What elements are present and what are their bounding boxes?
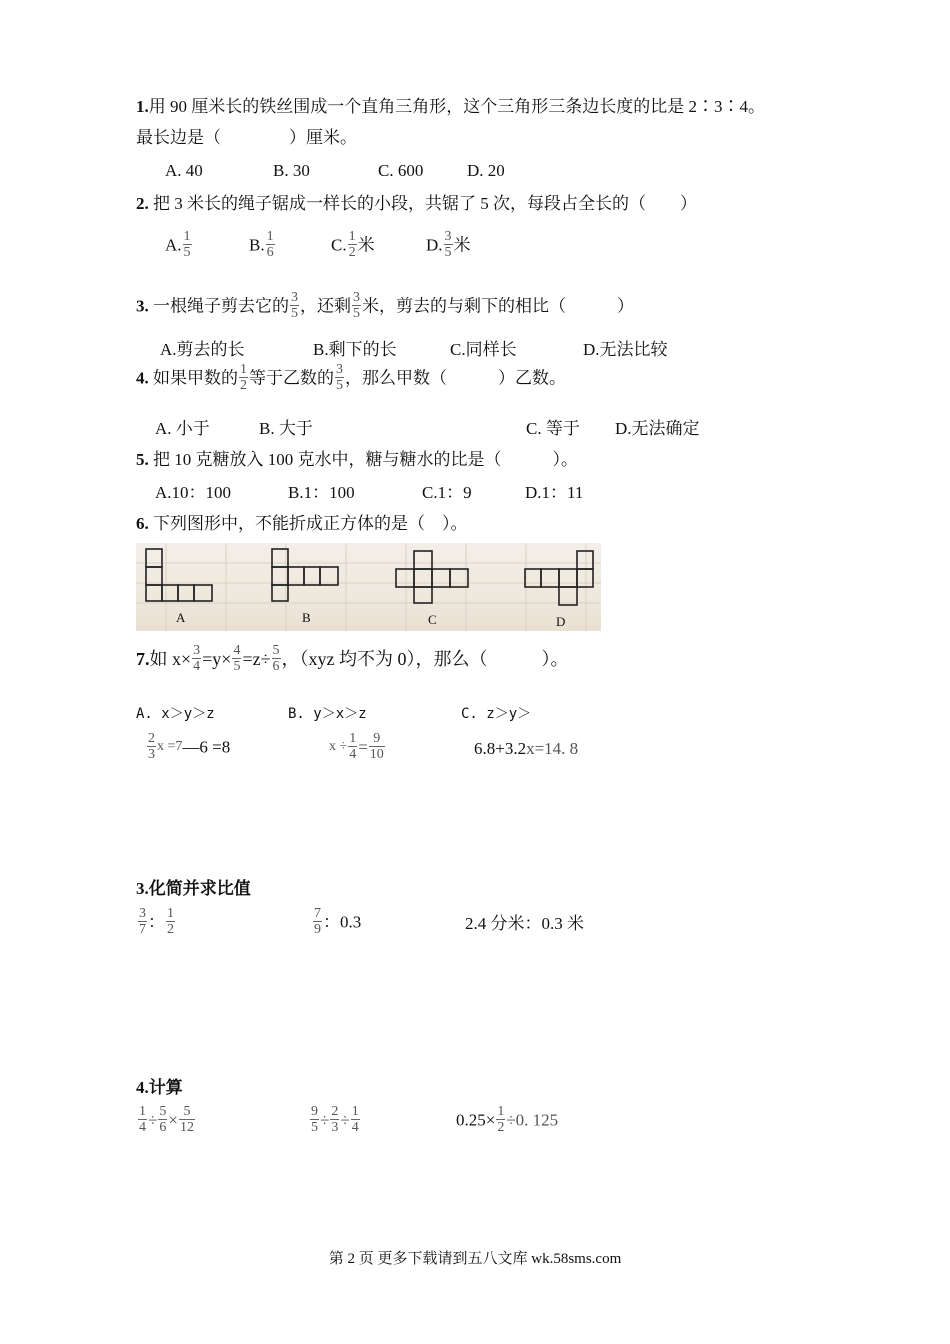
fraction-part: 5 <box>179 1104 195 1120</box>
equation-1: $\frac{2}{3}$ x =7—6 =8 <box>148 731 231 763</box>
q4-option-b: B. 大于 <box>259 419 313 438</box>
fraction-part: 5 <box>272 643 280 658</box>
q5-option-c: C.1：9 <box>422 483 472 502</box>
fraction <box>330 1104 339 1136</box>
fraction <box>444 229 453 261</box>
fraction <box>158 1104 167 1136</box>
fraction <box>348 731 357 763</box>
fraction-part: 3 <box>331 1120 339 1136</box>
ratio-2: $\frac{7}{9}$ ：0.3 <box>314 906 362 938</box>
net-label-c: C <box>428 612 437 627</box>
q4-option-c: C. 等于 <box>526 419 580 438</box>
fraction-part: 1 <box>266 229 274 244</box>
q3-stem: 3. 一根绳子剪去它的 $\frac{3}{5}$ ，还剩 $\frac{3}{5}$ 米，剪去的与剩下的相比（ ） <box>136 290 634 322</box>
net-b <box>272 549 338 601</box>
q2-option-a: A. $\frac{1}{5}$ <box>165 229 191 261</box>
page-footer: 第 2 页 更多下载请到五八文库 wk.58sms.com <box>328 1251 622 1267</box>
fraction-part: 3 <box>139 906 146 921</box>
fraction <box>351 1104 360 1136</box>
section-3-title: 3.化简并求比值 <box>136 879 251 898</box>
fraction-part: 3 <box>291 290 298 305</box>
q3-option-d: D.无法比较 <box>583 340 668 359</box>
fraction <box>179 1104 195 1136</box>
fraction-part: 5 <box>233 659 241 675</box>
fraction <box>138 906 147 938</box>
net-a <box>146 549 212 601</box>
fraction-part: 2 <box>348 245 356 261</box>
fraction <box>335 362 344 394</box>
q1-option-a: A. 40 <box>165 161 203 180</box>
q1-number: 1. <box>136 97 149 116</box>
equation-2: x ÷ $\frac{1}{4}$ = $\frac{9}{10}$ <box>329 731 384 763</box>
q5-option-a: A.10：100 <box>155 483 232 502</box>
fraction-part: 3 <box>148 747 155 763</box>
q2-option-d: D. $\frac{3}{5}$ 米 <box>426 229 471 261</box>
fraction-part: 2 <box>497 1120 505 1136</box>
cube-nets-figure <box>136 543 601 631</box>
fraction-part: 5 <box>353 306 360 322</box>
fraction <box>290 290 299 322</box>
calc-1: $\frac{1}{4}$ ÷ $\frac{5}{6}$ × $\frac{5}{12}$ <box>139 1104 194 1136</box>
fraction-part: 10 <box>369 747 384 763</box>
fraction-part: 4 <box>233 643 241 658</box>
q7-option-b: B. y＞x＞z <box>288 706 367 722</box>
q5-stem <box>136 451 578 468</box>
fraction <box>183 229 192 261</box>
section-4-title: 4.计算 <box>136 1078 183 1097</box>
fraction <box>272 643 281 675</box>
fraction-part: 1 <box>349 731 357 746</box>
fraction-part: 5 <box>159 1104 167 1119</box>
fraction <box>348 229 357 261</box>
q6-stem <box>136 515 468 532</box>
fraction-part: 3 <box>353 290 360 305</box>
q5-option-b: B.1：100 <box>288 483 355 502</box>
ratio-1: $\frac{3}{7}$ ： $\frac{1}{2}$ <box>139 906 174 938</box>
q2-number: 2. <box>136 194 149 213</box>
q7-stem: 7.如 x× $\frac{3}{4}$ =y× $\frac{4}{5}$ =z÷ $\frac{5}{6}$ ，（xyz 均不为 0），那么（ ）。 <box>136 643 569 675</box>
calc-3: 0.25× $\frac{1}{2}$ ÷0. 125 <box>456 1104 559 1136</box>
net-c <box>396 551 468 603</box>
q4-option-a: A. 小于 <box>155 419 210 438</box>
fraction-part: 4 <box>139 1120 146 1136</box>
fraction <box>496 1104 505 1136</box>
q3-option-b: B.剩下的长 <box>313 340 397 359</box>
q7-option-c: C. z＞y＞ <box>461 706 532 722</box>
ratio-3: 2.4 分米：0.3 米 <box>465 914 584 933</box>
q1-text: 用 90 厘米长的铁丝围成一个直角三角形，这个三角形三条边长度的比是 2∶3∶4。 <box>148 97 765 116</box>
net-label-b: B <box>302 610 311 625</box>
fraction <box>147 731 156 763</box>
fraction-part: 12 <box>179 1120 194 1136</box>
q3-option-a: A.剪去的长 <box>160 340 245 359</box>
fraction <box>138 1104 147 1136</box>
fraction <box>310 1104 319 1136</box>
fraction-part: 6 <box>159 1120 167 1136</box>
fraction-part: 1 <box>183 229 191 244</box>
fraction-part: 5 <box>183 245 191 261</box>
fraction-part: 6 <box>272 659 280 675</box>
fraction-part: 1 <box>351 1104 359 1119</box>
fraction-part: 2 <box>167 922 174 938</box>
fraction-part: 5 <box>444 245 452 261</box>
q2-option-b: B. $\frac{1}{6}$ <box>249 229 274 261</box>
fraction-part: 1 <box>240 362 247 377</box>
fraction-part: 3 <box>444 229 452 244</box>
fraction-part: 2 <box>148 731 155 746</box>
fraction-part: 5 <box>311 1120 318 1136</box>
fraction-part: 6 <box>266 245 274 261</box>
net-d <box>525 551 593 605</box>
q3-option-c: C.同样长 <box>450 340 517 359</box>
fraction-part: 5 <box>291 306 298 322</box>
q2-stem <box>136 195 697 212</box>
q4-stem: 4. 如果甲数的 $\frac{1}{2}$ 等于乙数的 $\frac{3}{5}$ ，那么甲数（ ）乙数。 <box>136 362 566 394</box>
fraction-part: 2 <box>240 378 247 394</box>
fraction-part: 9 <box>369 731 385 747</box>
calc-2: $\frac{9}{5}$ ÷ $\frac{2}{3}$ ÷ $\frac{1}{4}$ <box>311 1104 359 1136</box>
fraction-part: 1 <box>139 1104 146 1119</box>
q7-number: 7. <box>136 648 150 669</box>
fraction <box>313 906 322 938</box>
fraction-part: 7 <box>139 922 146 938</box>
fraction-part: 7 <box>314 906 321 921</box>
fraction <box>232 643 241 675</box>
fraction-part: 4 <box>349 747 357 763</box>
fraction-part: 4 <box>351 1120 359 1136</box>
net-label-a: A <box>176 610 186 625</box>
equation-3: 6.8+3.2x=14. 8 <box>474 739 579 758</box>
fraction-part: 1 <box>167 906 174 921</box>
q1-line2: 最长边是（ ）厘米。 <box>136 128 357 147</box>
q4-number: 4. <box>136 368 149 388</box>
q3-number: 3. <box>136 296 149 316</box>
fraction <box>239 362 248 394</box>
fraction-part: 2 <box>331 1104 339 1119</box>
fraction-part: 3 <box>336 362 343 377</box>
q2-text: 把 3 米长的绳子锯成一样长的小段，共锯了 5 次，每段占全长的（ ） <box>153 194 697 213</box>
q7-option-a: A. x＞y＞z <box>136 706 215 722</box>
q1-option-c: C. 600 <box>378 161 424 180</box>
net-label-d: D <box>556 614 566 629</box>
fraction-part: 5 <box>336 378 343 394</box>
q5-number: 5. <box>136 450 149 469</box>
q1-option-b: B. 30 <box>273 161 310 180</box>
q5-text: 把 10 克糖放入 100 克水中，糖与糖水的比是（ ）。 <box>153 450 578 469</box>
fraction <box>192 643 201 675</box>
q5-option-d: D.1：11 <box>525 483 584 502</box>
q6-text: 下列图形中，不能折成正方体的是（ ）。 <box>153 514 468 533</box>
q1-option-d: D. 20 <box>467 161 505 180</box>
q1-stem <box>136 98 765 115</box>
q6-number: 6. <box>136 514 149 533</box>
q4-option-d: D.无法确定 <box>615 419 700 438</box>
fraction-part: 1 <box>497 1104 505 1119</box>
fraction-part: 9 <box>314 922 321 938</box>
fraction <box>166 906 175 938</box>
fraction <box>369 731 385 763</box>
q2-option-c: C. $\frac{1}{2}$ 米 <box>331 229 375 261</box>
fraction-part: 3 <box>193 643 201 658</box>
fraction <box>266 229 275 261</box>
fraction <box>352 290 361 322</box>
fraction-part: 4 <box>193 659 201 675</box>
fraction-part: 1 <box>348 229 356 244</box>
fraction-part: 9 <box>311 1104 318 1119</box>
